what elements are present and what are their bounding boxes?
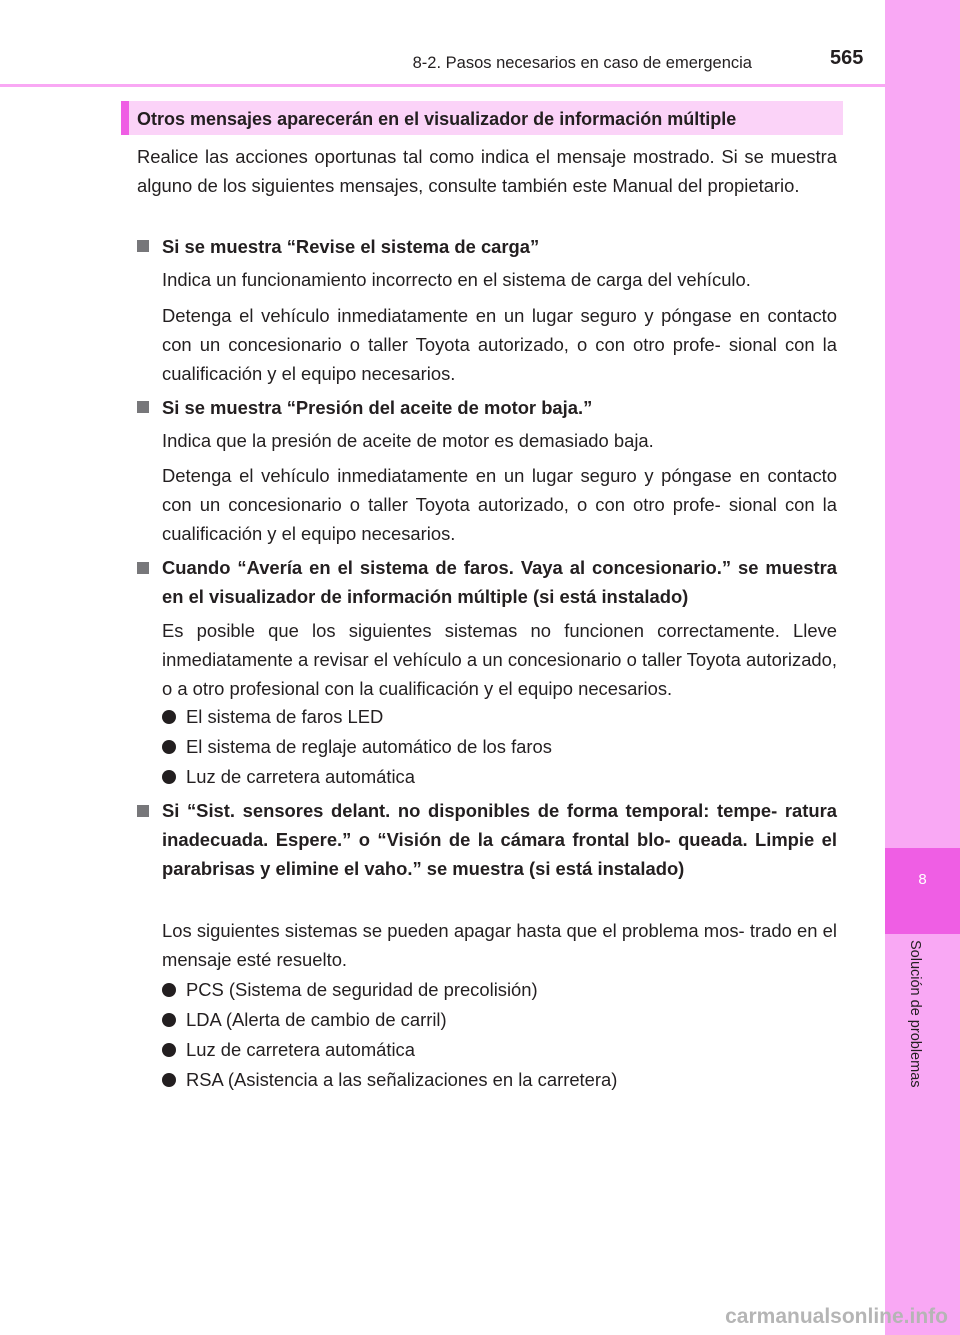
item-heading: Si se muestra “Presión del aceite de motor baja.” [162, 397, 593, 418]
chapter-tab[interactable] [885, 848, 960, 934]
square-bullet-icon [137, 240, 149, 252]
list-item: RSA (Asistencia a las señalizaciones en la carretera) [162, 1065, 617, 1094]
list-item: El sistema de faros LED [162, 702, 383, 731]
item-paragraph: Indica un funcionamiento incorrecto en el sistema de carga del vehículo. [162, 269, 751, 290]
list-item: PCS (Sistema de seguridad de precolisión) [162, 975, 538, 1004]
list-item: Luz de carretera automática [162, 762, 415, 791]
page-number: 565 [830, 47, 864, 69]
item-paragraph: Es posible que los siguientes sistemas no funcionen correctamente. Lleve inmediatamente a revisar el vehículo a un concesionario o taller Toyota autorizado, o a otro profesional con la cualificación y el equipo necesarios. [162, 620, 837, 699]
side-tab [885, 0, 960, 1335]
chapter-title: Solución de problemas [907, 940, 923, 1088]
section-title: Otros mensajes aparecerán en el visualizador de información múltiple [137, 109, 737, 129]
bullet-dot-icon [162, 983, 176, 997]
item-paragraph: Los siguientes sistemas se pueden apagar hasta que el problema mos- trado en el mensaje esté resuelto. [162, 920, 837, 970]
bullet-dot-icon [162, 1013, 176, 1027]
header-section-title: 8-2. Pasos necesarios en caso de emergencia [412, 54, 752, 72]
bullet-dot-icon [162, 740, 176, 754]
bullet-dot-icon [162, 1073, 176, 1087]
square-bullet-icon [137, 805, 149, 817]
square-bullet-icon [137, 562, 149, 574]
header-divider [0, 84, 885, 87]
item-heading: Si “Sist. sensores delant. no disponibles de forma temporal: tempe- ratura inadecuada. Espere.” o “Visión de la cámara frontal blo- queada. Limpie el parabrisas y elimine el vaho.” se muestra (si está instalado) [162, 800, 837, 879]
item-paragraph: Detenga el vehículo inmediatamente en un lugar seguro y póngase en contacto con un concesionario o taller Toyota autorizado, o con otro profe- sional con la cualificación y el equipo necesarios. [162, 305, 837, 384]
item-heading: Si se muestra “Revise el sistema de carga” [162, 236, 540, 257]
list-item: El sistema de reglaje automático de los faros [162, 732, 552, 761]
list-item: Luz de carretera automática [162, 1035, 415, 1064]
bullet-dot-icon [162, 1043, 176, 1057]
bullet-dot-icon [162, 770, 176, 784]
item-paragraph: Indica que la presión de aceite de motor es demasiado baja. [162, 430, 654, 451]
square-bullet-icon [137, 401, 149, 413]
bullet-dot-icon [162, 710, 176, 724]
item-heading: Cuando “Avería en el sistema de faros. Vaya al concesionario.” se muestra en el visualizador de información múltiple (si está instalado) [162, 557, 837, 607]
watermark: carmanualsonline.info [725, 1305, 948, 1328]
intro-paragraph: Realice las acciones oportunas tal como indica el mensaje mostrado. Si se muestra alguno de los siguientes mensajes, consulte también este Manual del propietario. [137, 146, 837, 196]
chapter-number: 8 [918, 871, 927, 888]
item-paragraph: Detenga el vehículo inmediatamente en un lugar seguro y póngase en contacto con un concesionario o taller Toyota autorizado, o con otro profe- sional con la cualificación y el equipo necesarios. [162, 465, 837, 544]
list-item: LDA (Alerta de cambio de carril) [162, 1005, 447, 1034]
